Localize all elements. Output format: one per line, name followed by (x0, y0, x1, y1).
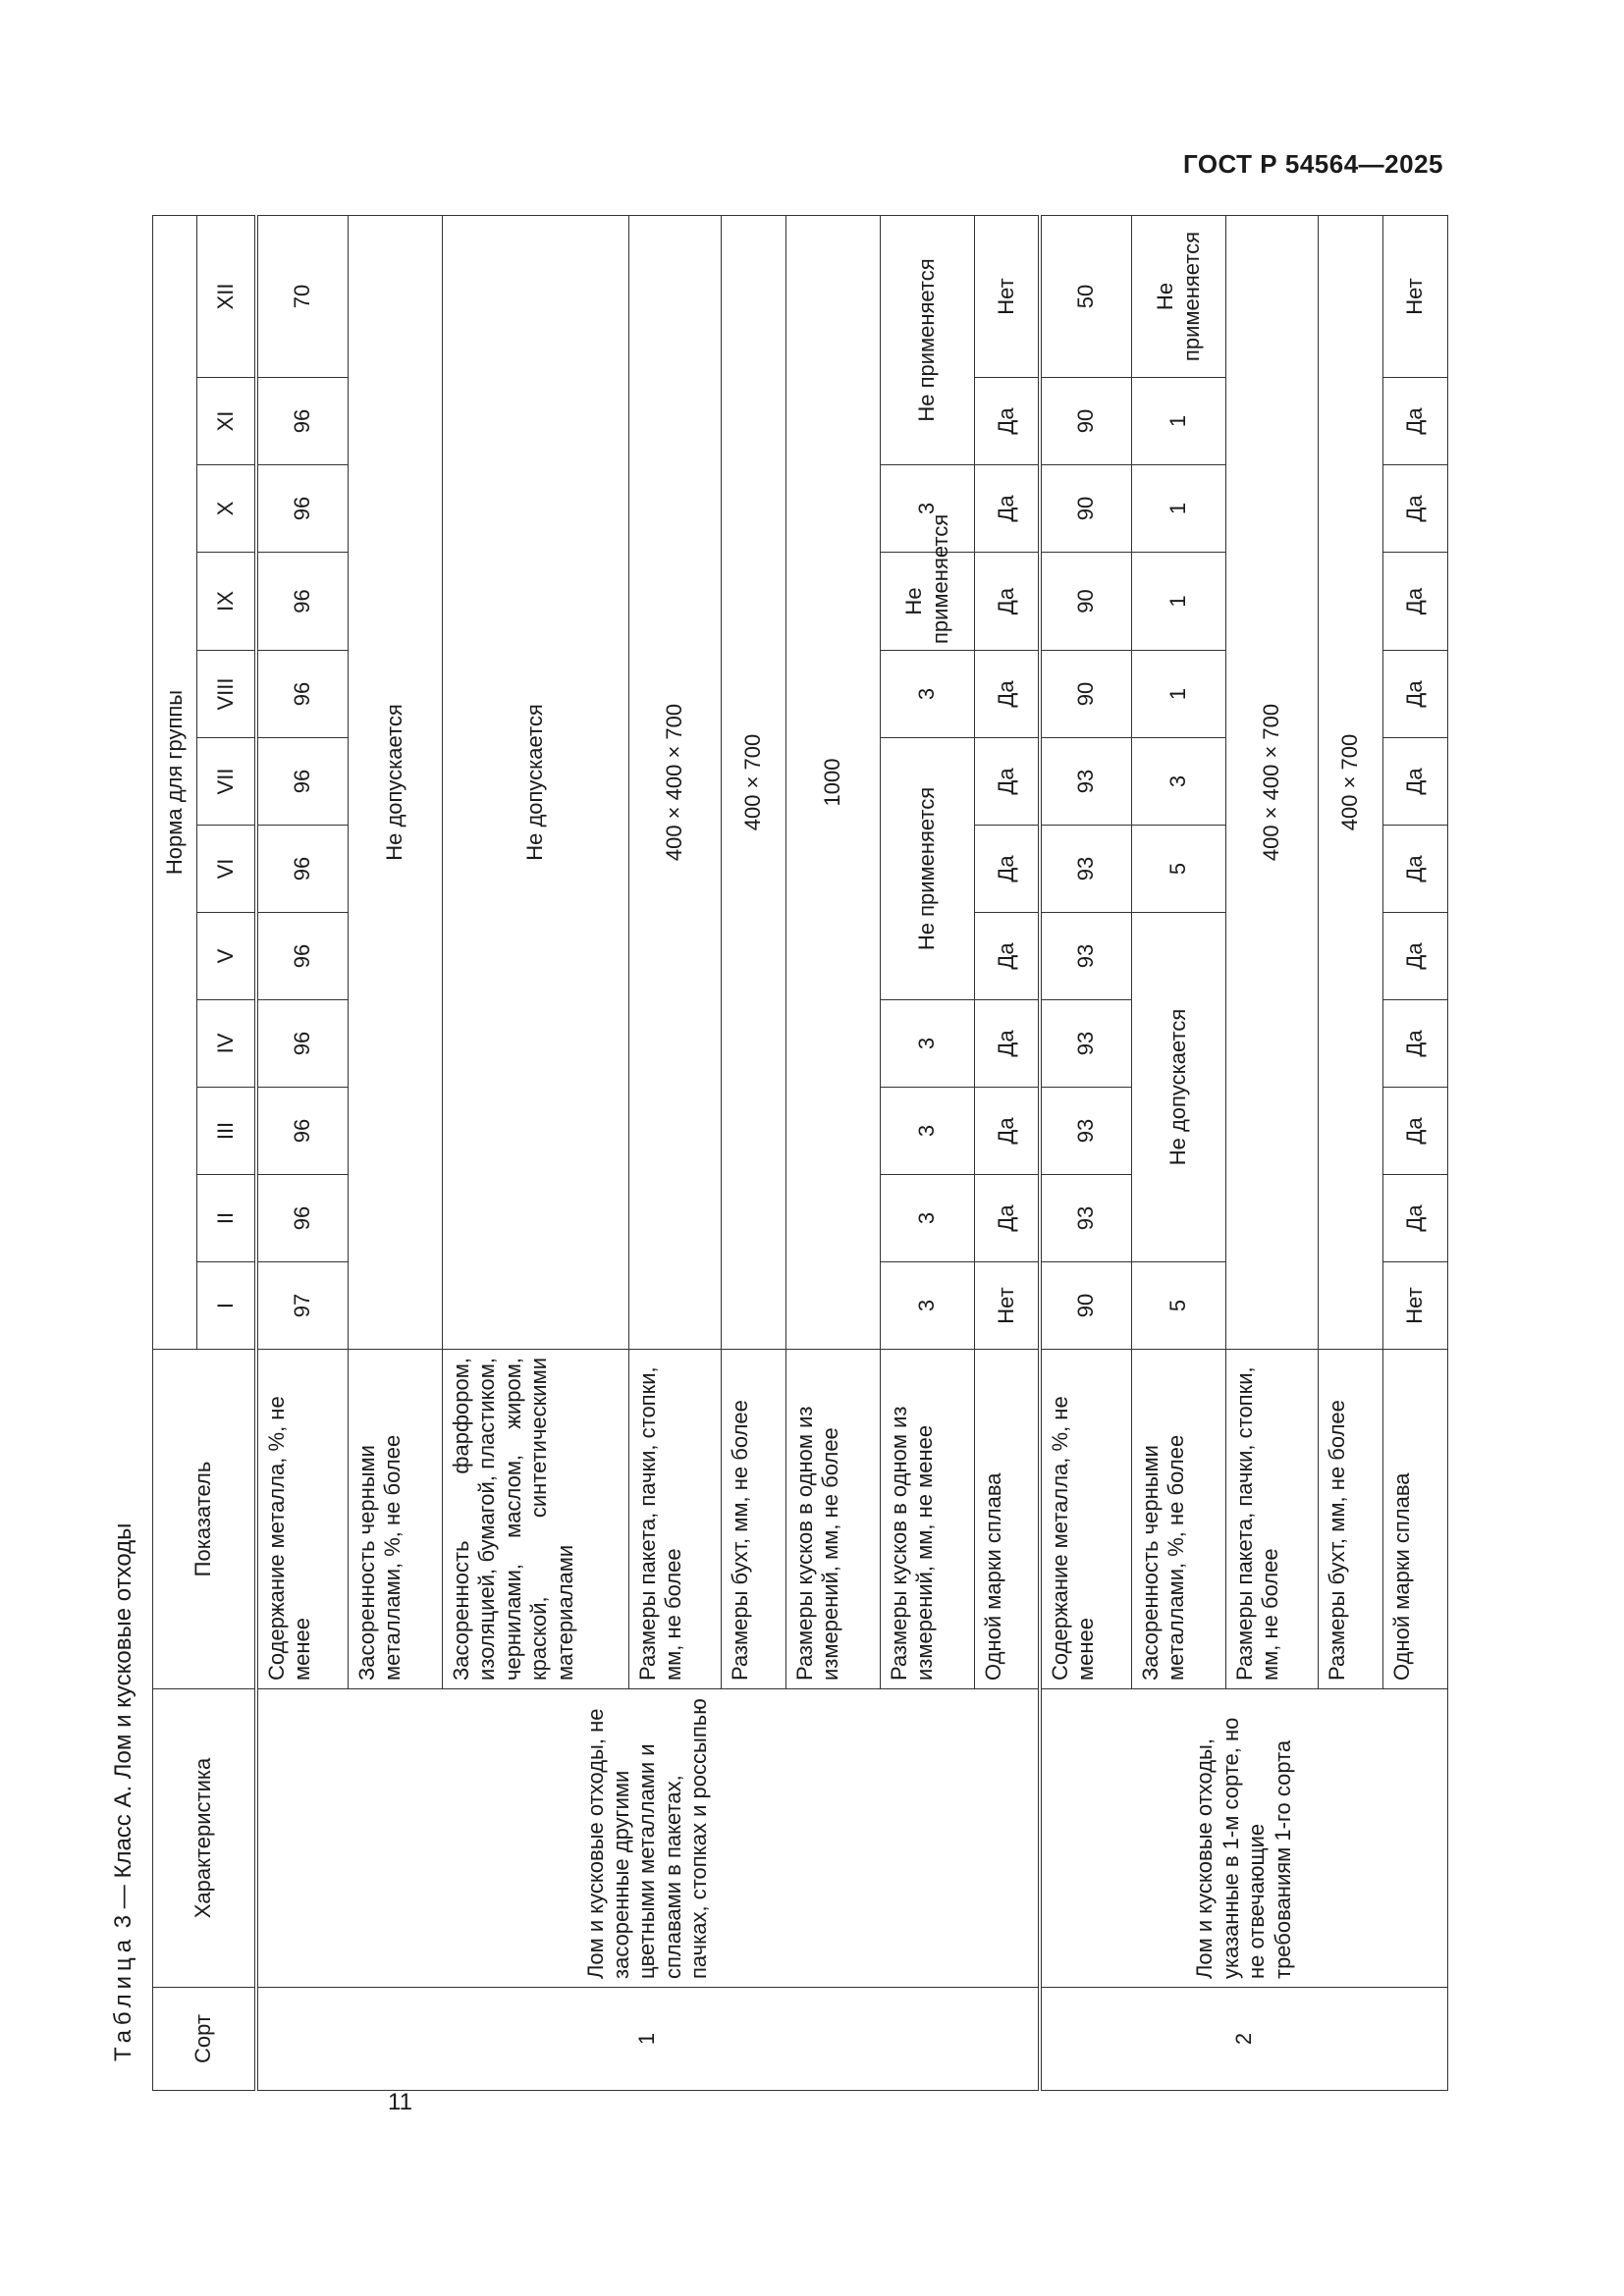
value-cell: 96 (256, 1175, 349, 1262)
value-cell: 3 (881, 1175, 975, 1262)
sort-cell: 1 (256, 1988, 1040, 2091)
value-cell: 96 (256, 465, 349, 553)
header-norm: Норма для группы (153, 216, 197, 1350)
value-cell: 5 (1132, 826, 1226, 913)
value-cell: Нет (975, 1262, 1040, 1350)
header-group: VIII (197, 651, 256, 738)
indicator-label: Одной марки сплава (975, 1350, 1040, 1689)
value-cell: Да (1383, 738, 1448, 826)
indicator-label: Размеры бухт, мм, не более (1319, 1350, 1383, 1689)
value-cell: Не допускается (1132, 913, 1226, 1262)
indicator-label: Размеры бухт, мм, не более (722, 1350, 786, 1689)
value-cell: 96 (256, 651, 349, 738)
value-cell: Не применяется (1132, 216, 1226, 378)
page-number: 11 (388, 2089, 412, 2115)
header-group: XII (197, 216, 256, 378)
value-cell: 93 (1040, 738, 1132, 826)
value-cell: Да (975, 1000, 1040, 1088)
header-group: IV (197, 1000, 256, 1088)
value-cell: 1 (1132, 465, 1226, 553)
value-cell: 93 (1040, 913, 1132, 1000)
value-cell: 96 (256, 378, 349, 465)
value-cell: Да (975, 738, 1040, 826)
value-cell: Нет (1383, 1262, 1448, 1350)
header-group: IX (197, 553, 256, 651)
value-cell: 90 (1040, 651, 1132, 738)
value-cell: Не применяется (881, 216, 975, 465)
value-cell: Да (1383, 826, 1448, 913)
value-cell: Не применяется (881, 553, 975, 651)
value-cell: 400 × 400 × 700 (629, 216, 722, 1350)
value-cell: Да (1383, 1175, 1448, 1262)
header-group: III (197, 1088, 256, 1175)
indicator-label: Размеры пакета, пачки, стопки, мм, не более (629, 1350, 722, 1689)
value-cell: 96 (256, 553, 349, 651)
value-cell: Да (975, 826, 1040, 913)
value-cell: Да (1383, 913, 1448, 1000)
value-cell: 93 (1040, 826, 1132, 913)
value-cell: 96 (256, 738, 349, 826)
value-cell: 96 (256, 913, 349, 1000)
value-cell: Да (1383, 1088, 1448, 1175)
indicator-label: Содержание металла, %, не менее (256, 1350, 349, 1689)
value-cell: Да (1383, 378, 1448, 465)
header-sort: Сорт (153, 1988, 256, 2091)
value-cell: Да (975, 1088, 1040, 1175)
header-group: XI (197, 378, 256, 465)
indicator-label: Засоренность черными металлами, %, не более (349, 1350, 443, 1689)
sort-cell: 2 (1040, 1988, 1448, 2091)
value-cell: Не допускается (349, 216, 443, 1350)
value-cell: 3 (881, 1000, 975, 1088)
indicator-label: Размеры кусков в одном из измерений, мм, не менее (881, 1350, 975, 1689)
value-cell: 97 (256, 1262, 349, 1350)
header-group: V (197, 913, 256, 1000)
characteristic-cell: Лом и кусковые отходы, указанные в 1-м сорте, но не отвечающие требованиям 1-го сорта (1040, 1689, 1448, 1988)
value-cell: 90 (1040, 553, 1132, 651)
indicator-label: Засоренность черными металлами, %, не более (1132, 1350, 1226, 1689)
caption-title: 3 — Класс А. Лом и кусковые отходы (110, 1522, 136, 1935)
table-caption (110, 1523, 137, 2061)
value-cell: 400 × 700 (1319, 216, 1383, 1350)
value-cell: Да (975, 465, 1040, 553)
value-cell: Да (975, 378, 1040, 465)
value-cell: 90 (1040, 378, 1132, 465)
value-cell: 90 (1040, 465, 1132, 553)
characteristic-cell: Лом и кусковые отходы, не засоренные другими цветными металлами и сплавами в пакетах, пачках, стопках и россыпью (256, 1689, 1040, 1988)
value-cell: 93 (1040, 1175, 1132, 1262)
value-cell: 1000 (786, 216, 881, 1350)
value-cell: 93 (1040, 1088, 1132, 1175)
value-cell: 1 (1132, 651, 1226, 738)
value-cell: Да (1383, 553, 1448, 651)
indicator-label: Одной марки сплава (1383, 1350, 1448, 1689)
indicator-label: Размеры кусков в одном из измерений, мм, не более (786, 1350, 881, 1689)
indicator-label: Содержание металла, %, не менее (1040, 1350, 1132, 1689)
value-cell: 3 (881, 1262, 975, 1350)
value-cell: 1 (1132, 553, 1226, 651)
indicator-label: Размеры пакета, пачки, стопки, мм, не более (1226, 1350, 1319, 1689)
value-cell: 3 (881, 465, 975, 553)
value-cell: Не допускается (443, 216, 629, 1350)
value-cell: 3 (881, 651, 975, 738)
header-group: X (197, 465, 256, 553)
value-cell: 96 (256, 1088, 349, 1175)
value-cell: 3 (1132, 738, 1226, 826)
document-code: ГОСТ Р 54564—2025 (1182, 149, 1443, 179)
value-cell: Не применяется (881, 738, 975, 1000)
value-cell: 400 × 400 × 700 (1226, 216, 1319, 1350)
value-cell: 96 (256, 1000, 349, 1088)
header-group: II (197, 1175, 256, 1262)
value-cell: Да (975, 553, 1040, 651)
header-characteristic: Характеристика (153, 1689, 256, 1988)
gost-table (152, 215, 1448, 2091)
header-group: VI (197, 826, 256, 913)
value-cell: 3 (881, 1088, 975, 1175)
header-group: I (197, 1262, 256, 1350)
rotated-table-page (108, 216, 1428, 2091)
value-cell: Да (975, 651, 1040, 738)
indicator-label: Засоренность фарфором, изоляцией, бумагой, пластиком, чернилами, маслом, жиром, краской, синтетическими материалами (443, 1350, 629, 1689)
value-cell: Да (975, 1175, 1040, 1262)
header-indicator: Показатель (153, 1350, 256, 1689)
header-group: VII (197, 738, 256, 826)
value-cell: Да (1383, 651, 1448, 738)
value-cell: 90 (1040, 1262, 1132, 1350)
value-cell: 93 (1040, 1000, 1132, 1088)
value-cell: 96 (256, 826, 349, 913)
value-cell: 50 (1040, 216, 1132, 378)
value-cell: Нет (1383, 216, 1448, 378)
value-cell: 5 (1132, 1262, 1226, 1350)
caption-prefix: Таблица (110, 1934, 136, 2061)
value-cell: Да (1383, 465, 1448, 553)
value-cell: 70 (256, 216, 349, 378)
value-cell: 400 × 700 (722, 216, 786, 1350)
value-cell: Нет (975, 216, 1040, 378)
value-cell: 1 (1132, 378, 1226, 465)
value-cell: Да (1383, 1000, 1448, 1088)
value-cell: Да (975, 913, 1040, 1000)
